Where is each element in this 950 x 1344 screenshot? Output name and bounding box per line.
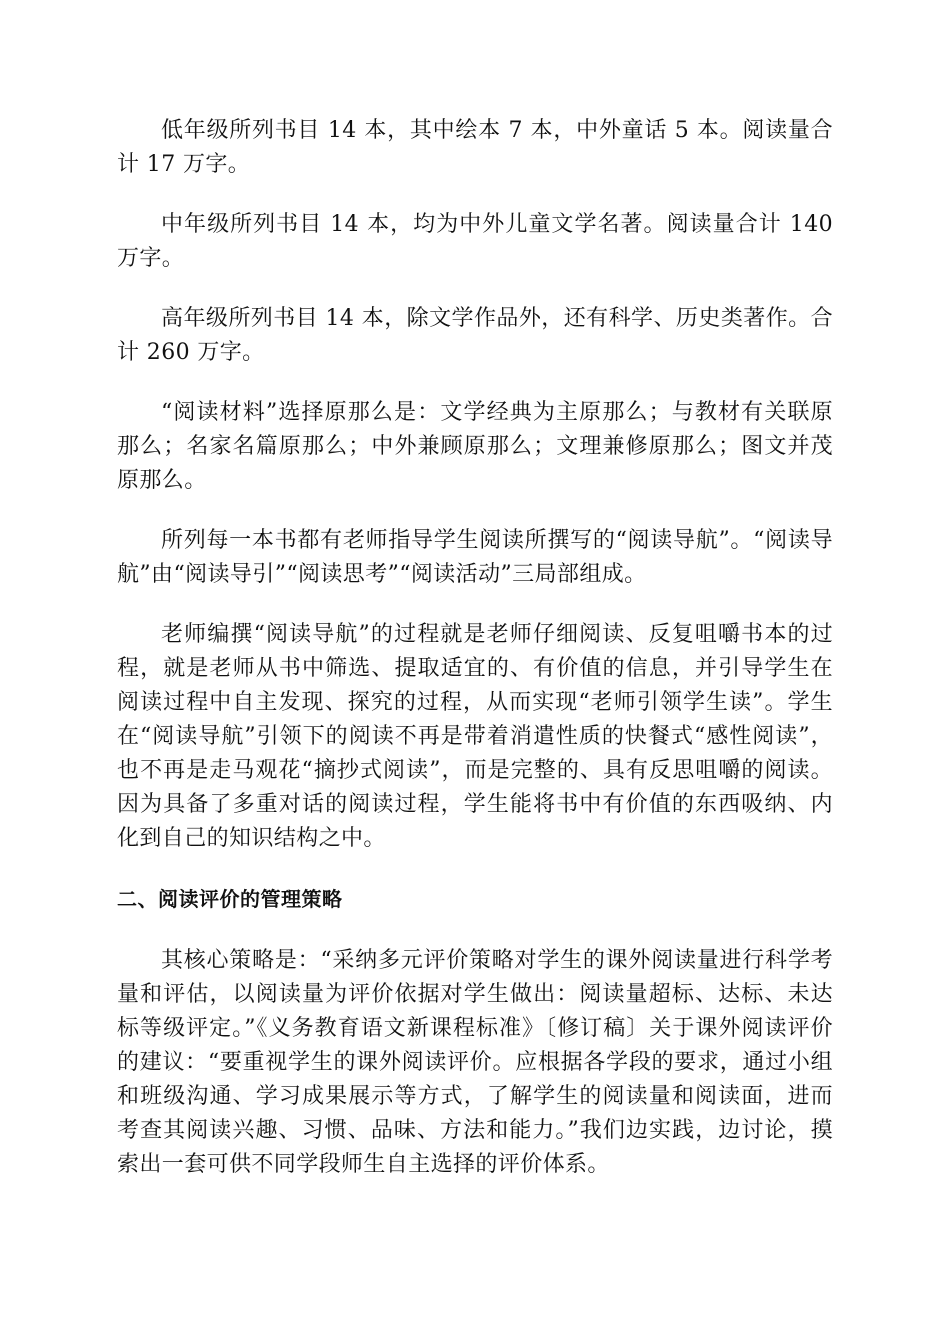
paragraph-guide-process: 老师编撰“阅读导航”的过程就是老师仔细阅读、反复咀嚼书本的过程，就是老师从书中筛选、提取适宜的、有价值的信息，并引导学生在阅读过程中自主发现、探究的过程，从而实现“老师引领学生读”。学生在“阅读导航”引领下的阅读不再是带着消遣性质的快餐式“感性阅读”，也不再是走马观花“摘抄式阅读”，而是完整的、具有反思咀嚼的阅读。因为具备了多重对话的阅读过程，学生能将书中有价值的东西吸纳、内化到自己的知识结构之中。: [117, 622, 833, 851]
document-page: [117, 114, 833, 1208]
paragraph-lower-grade: 低年级所列书目 14 本，其中绘本 7 本，中外童话 5 本。阅读量合计 17 万字。: [117, 118, 833, 177]
paragraph-reading-guide: 所列每一本书都有老师指导学生阅读所撰写的“阅读导航”。“阅读导航”由“阅读导引”“阅读思考”“阅读活动”三局部组成。: [117, 528, 833, 587]
paragraph-evaluation-strategy: 其核心策略是：“采纳多元评价策略对学生的课外阅读量进行科学考量和评估，以阅读量为评价依据对学生做出：阅读量超标、达标、未达标等级评定。”《义务教育语文新课程标准》〔修订稿〕关于课外阅读评价的建议：“要重视学生的课外阅读评价。应根据各学段的要求，通过小组和班级沟通、学习成果展示等方式，了解学生的阅读量和阅读面，进而考查其阅读兴趣、习惯、品味、方法和能力。”我们边实践，边讨论，摸索出一套可供不同学段师生自主选择的评价体系。: [117, 948, 833, 1177]
paragraph-upper-grade: 高年级所列书目 14 本，除文学作品外，还有科学、历史类著作。合计 260 万字。: [117, 306, 833, 365]
section-heading: 二、阅读评价的管理策略: [117, 887, 343, 911]
paragraph-middle-grade: 中年级所列书目 14 本，均为中外儿童文学名著。阅读量合计 140 万字。: [117, 212, 833, 271]
paragraph-material-principles: “阅读材料”选择原那么是：文学经典为主原那么；与教材有关联原那么；名家名篇原那么；中外兼顾原那么；文理兼修原那么；图文并茂原那么。: [117, 400, 833, 493]
